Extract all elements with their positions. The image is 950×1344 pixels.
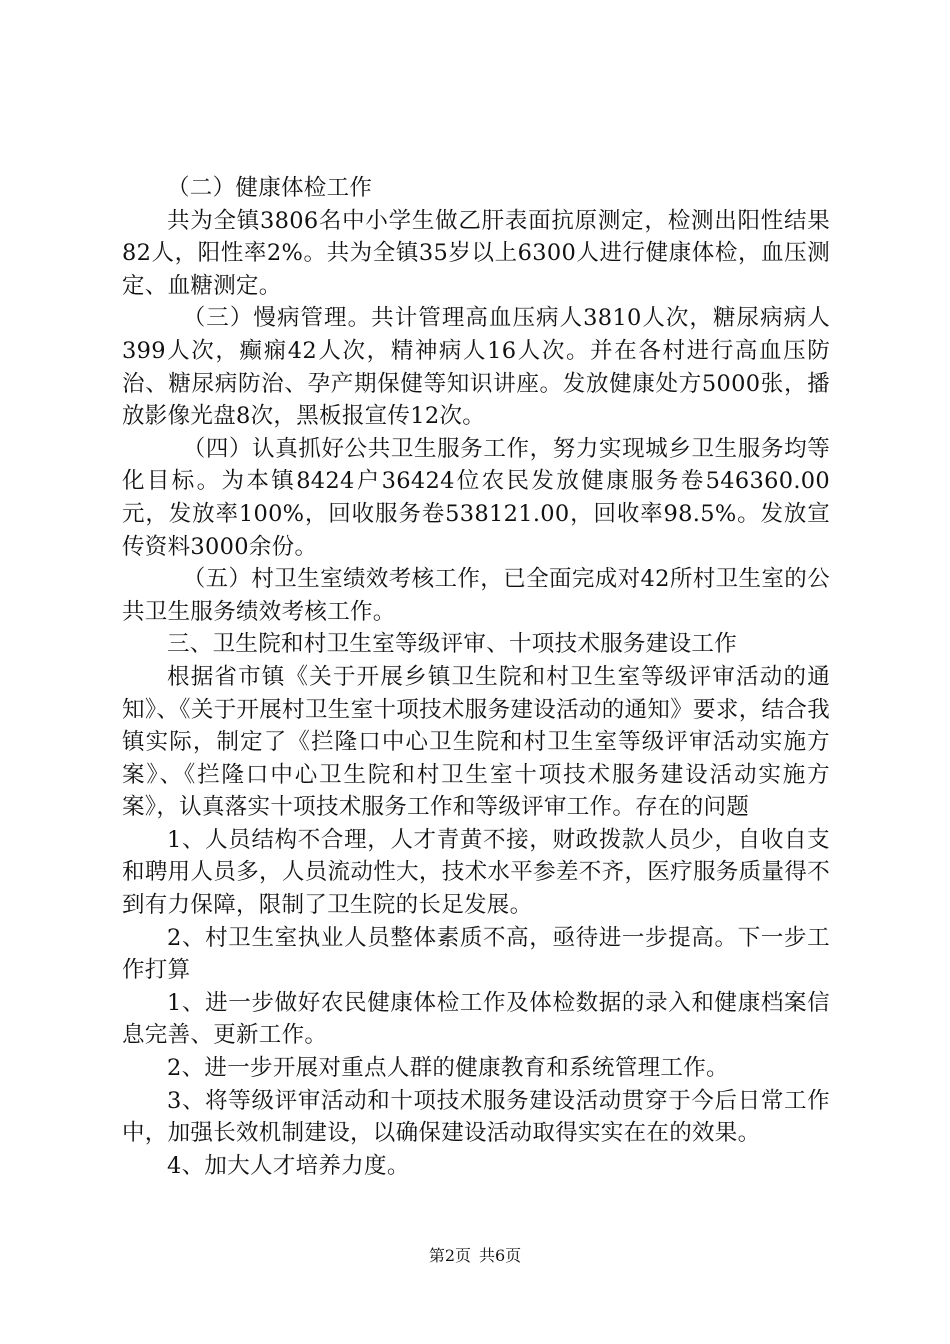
- paragraph-chronic-disease: （三）慢病管理。共计管理高血压病人3810人次，糖尿病病人399人次，癫痫42人次，精神病人16人次。并在各村进行高血压防治、糖尿病防治、孕产期保健等知识讲座。发放健康处方5000张，播放影像光盘8次，黑板报宣传12次。: [122, 305, 830, 430]
- section-heading-grading-review: 三、卫生院和村卫生室等级评审、十项技术服务建设工作: [167, 631, 738, 658]
- paragraph-public-health-service: （四）认真抓好公共卫生服务工作，努力实现城乡卫生服务均等化目标。为本镇8424户36424位农民发放健康服务卷546360.00元，发放率100%，回收服务卷538121.00，回收率98.5%。发放宣传资料3000余份。: [122, 435, 830, 560]
- list-item-plan-4: 4、加大人才培养力度。: [167, 1152, 410, 1179]
- document-body: [122, 172, 830, 1182]
- section-heading-health-check: （二）健康体检工作: [167, 175, 373, 201]
- list-item-plan-3: 3、将等级评审活动和十项技术服务建设活动贯穿于今后日常工作中，加强长效机制建设，以确保建设活动取得实实在在的效果。: [122, 1087, 830, 1147]
- list-item-problem-1: 1、人员结构不合理，人才青黄不接，财政拨款人员少，自收自支和聘用人员多，人员流动性大，技术水平参差不齐，医疗服务质量得不到有力保障，限制了卫生院的长足发展。: [122, 826, 830, 919]
- page-number: 第2页: [428, 1246, 471, 1265]
- paragraph-village-clinic-assessment: （五）村卫生室绩效考核工作，已全面完成对42所村卫生室的公共卫生服务绩效考核工作。: [122, 566, 830, 625]
- page-footer: [0, 1246, 950, 1266]
- list-item-plan-2: 2、进一步开展对重点人群的健康教育和系统管理工作。: [167, 1055, 729, 1082]
- paragraph-health-check-results: 共为全镇3806名中小学生做乙肝表面抗原测定，检测出阳性结果82人，阳性率2%。共为全镇35岁以上6300人进行健康体检，血压测定、血糖测定。: [122, 207, 830, 299]
- list-item-problem-2: 2、村卫生室执业人员整体素质不高，亟待进一步提高。下一步工作打算: [122, 924, 830, 984]
- paragraph-grading-review-details: 根据省市镇《关于开展乡镇卫生院和村卫生室等级评审活动的通知》、《关于开展村卫生室十项技术服务建设活动的通知》要求，结合我镇实际，制定了《拦隆口中心卫生院和村卫生室等级评审活动实施方案》、《拦隆口中心卫生院和村卫生室十项技术服务建设活动实施方案》，认真落实十项技术服务工作和等级评审工作。存在的问题: [122, 663, 830, 821]
- page-total: 共6页: [479, 1246, 522, 1265]
- list-item-plan-1: 1、进一步做好农民健康体检工作及体检数据的录入和健康档案信息完善、更新工作。: [122, 989, 830, 1049]
